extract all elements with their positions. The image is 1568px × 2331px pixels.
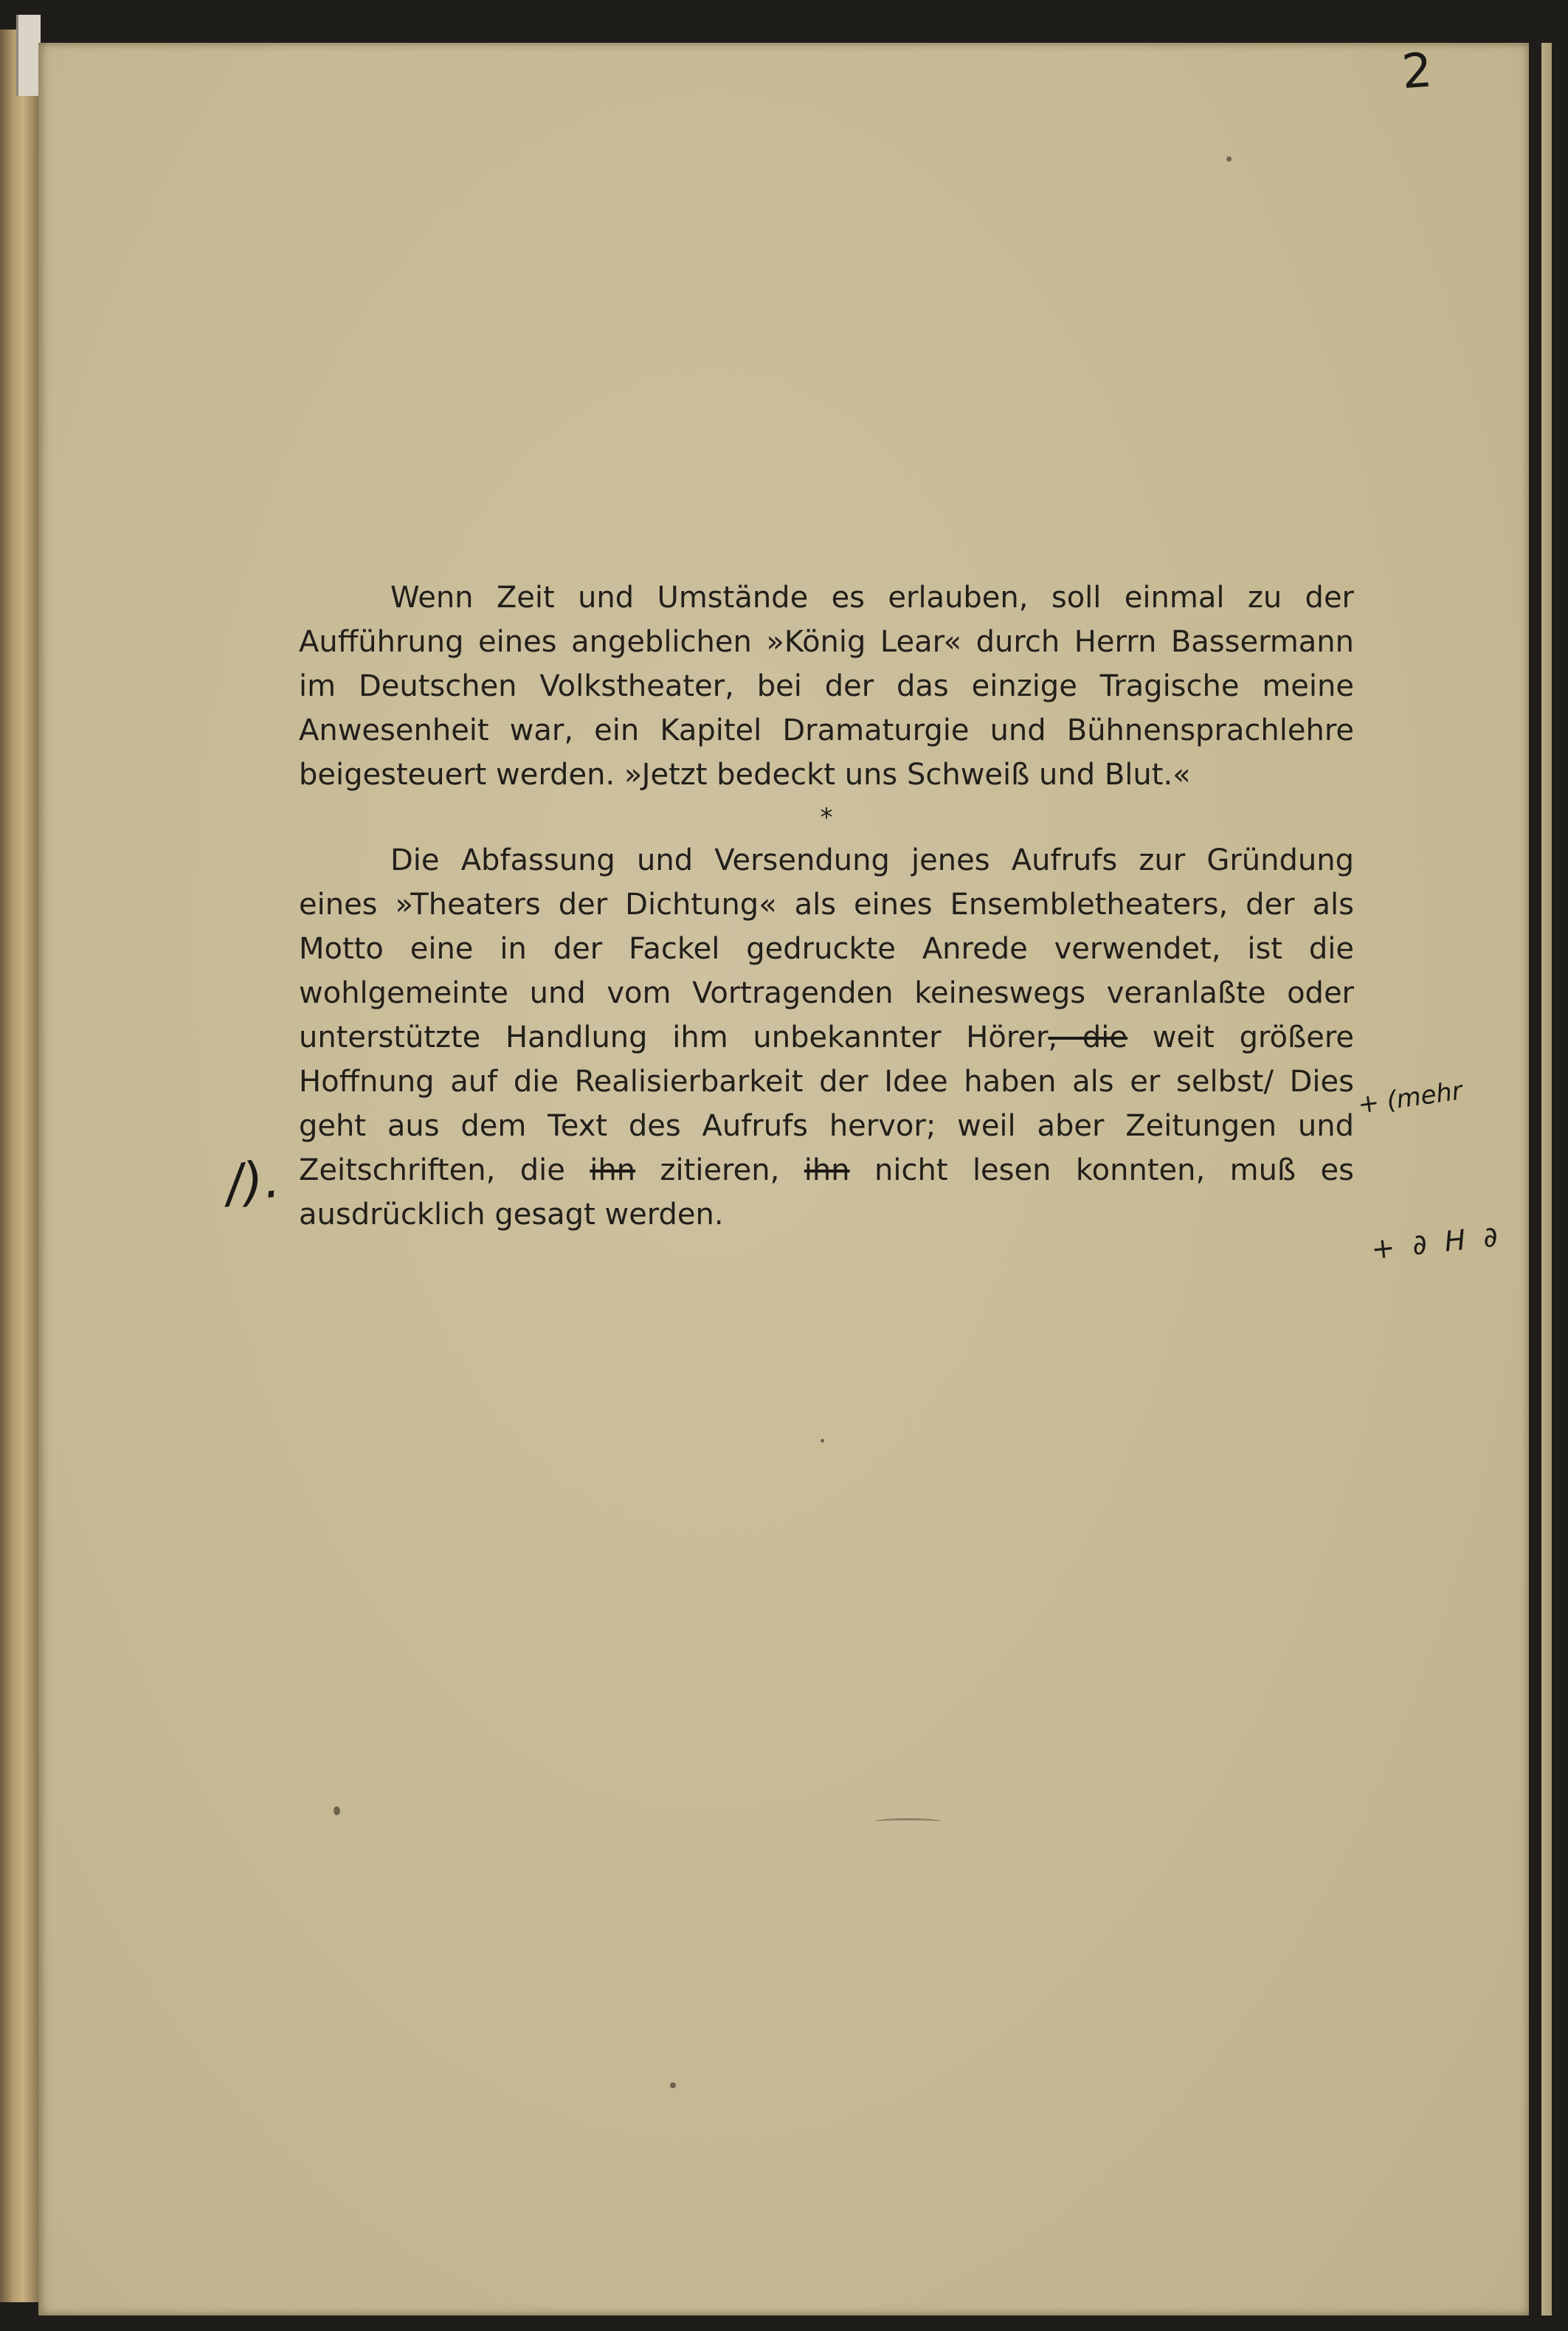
paper-speck	[1226, 156, 1232, 162]
paper-speck	[670, 2082, 676, 2088]
margin-note-right: + ∂ H ∂	[1370, 1219, 1504, 1266]
paper-crease	[874, 1818, 941, 1825]
margin-note-right: + (mehr	[1355, 1076, 1465, 1120]
struck-text: ihn	[590, 1153, 636, 1187]
paragraph-2-text: nicht lesen konnten, muß es ausdrücklich gesagt werden.	[299, 1153, 1355, 1232]
paper-speck	[334, 1806, 340, 1815]
paper-speck	[821, 1439, 824, 1443]
paragraph-2-text: weit größere Hoffnung auf die Realisierbarkeit der Idee haben als er selbst/ Dies geht aus dem Text des Aufrufs hervor; weil aber Zeitungen und Zeitschriften, die	[299, 1021, 1354, 1187]
paragraph-2-text: Die Abfassung und Versendung jenes Aufrufs zur Gründung eines »Theaters der Dichtung« als eines Ensembletheaters, der als Motto eine in der Fackel gedruckte Anrede verwendet, ist die wohlgemeinte und vom Vortragenden keineswegs veranlaßte oder unterstützte Handlung ihm unbekannter Hörer	[299, 843, 1354, 1054]
library-tab	[16, 15, 41, 96]
struck-text: ihn	[804, 1153, 850, 1187]
page-number: 2	[1400, 43, 1434, 100]
struck-text: , die	[1048, 1021, 1128, 1054]
paragraph-2	[299, 838, 1354, 1237]
paragraph-1: Wenn Zeit und Umstände es erlauben, soll einmal zu der Aufführung eines angeblichen »König Lear« durch Herrn Bassermann im Deutschen Volkstheater, bei der das einzige Tragische meine Anwesenheit war, ein Kapitel Dramaturgie und Bühnensprachlehre beigesteuert werden. »Jetzt bedeckt uns Schweiß und Blut.«	[299, 581, 1354, 792]
book-spine	[0, 30, 38, 2302]
margin-mark-left: /).	[222, 1148, 283, 1215]
body-text	[299, 576, 1354, 1237]
section-separator: *	[820, 803, 833, 832]
page-edge	[1541, 43, 1552, 2316]
paragraph-2-text: zitieren,	[635, 1153, 804, 1187]
